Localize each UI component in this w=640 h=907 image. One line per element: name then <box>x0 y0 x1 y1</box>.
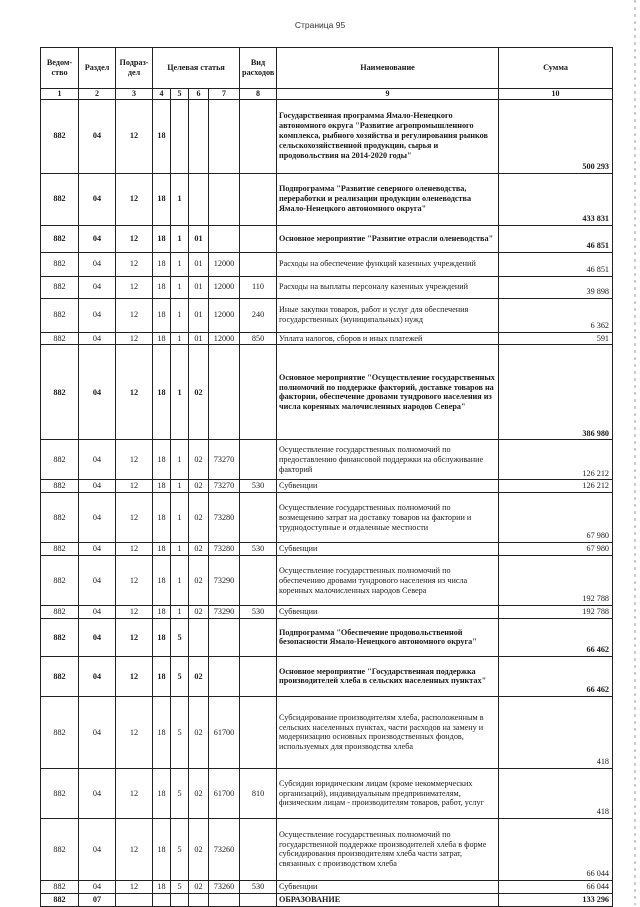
razdel-cell: 04 <box>79 173 116 225</box>
expense-type-cell: 110 <box>240 276 277 298</box>
header-name: Наименование <box>277 48 499 89</box>
expense-type-cell <box>240 818 277 880</box>
direction-code-cell: 73270 <box>209 440 240 480</box>
subprogram-code-cell: 5 <box>171 618 189 656</box>
name-cell: Субсидирование производителям хлеба, расположенным в сельских населенных пунктах, части расходов на замену и модернизацию основных производственных фондов, используемых для производства хлеба <box>277 696 499 768</box>
name-cell: Основное мероприятие "Осуществление государственных полномочий по поддержке факторий, доставке товаров на фактории, обеспечение дровами тундрового населения из числа коренных малочисленных народов Севера" <box>277 345 499 440</box>
event-code-cell <box>189 173 209 225</box>
razdel-cell: 04 <box>79 818 116 880</box>
ved-cell: 882 <box>41 298 79 332</box>
table-row <box>41 880 613 893</box>
razdel-cell: 04 <box>79 440 116 480</box>
program-code-cell: 18 <box>153 276 171 298</box>
program-code-cell: 18 <box>153 618 171 656</box>
expense-type-cell <box>240 556 277 606</box>
table-row <box>41 225 613 252</box>
name-cell: Осуществление государственных полномочий по государственной поддержке производителей хлеба в форме субсидирования производителям хлеба части затрат, связанных с производством хлеба <box>277 818 499 880</box>
subprogram-code-cell: 5 <box>171 880 189 893</box>
name-cell: Расходы на обеспечение функций казенных учреждений <box>277 252 499 276</box>
name-cell: Осуществление государственных полномочий по предоставлению финансовой поддержки на обслуживание факторий <box>277 440 499 480</box>
razdel-cell: 04 <box>79 298 116 332</box>
podrazdel-cell: 12 <box>116 493 153 543</box>
table-row <box>41 345 613 440</box>
table-row <box>41 276 613 298</box>
subprogram-code-cell: 1 <box>171 173 189 225</box>
subprogram-code-cell: 1 <box>171 225 189 252</box>
sum-cell: 126 212 <box>499 440 613 480</box>
sum-cell: 66 462 <box>499 618 613 656</box>
direction-code-cell <box>209 225 240 252</box>
subprogram-code-cell: 1 <box>171 543 189 556</box>
subprogram-code-cell: 1 <box>171 298 189 332</box>
table-row <box>41 480 613 493</box>
direction-code-cell: 12000 <box>209 298 240 332</box>
direction-code-cell <box>209 618 240 656</box>
ved-cell: 882 <box>41 543 79 556</box>
subprogram-code-cell: 1 <box>171 345 189 440</box>
budget-table <box>40 47 613 907</box>
expense-type-cell: 530 <box>240 880 277 893</box>
ved-cell: 882 <box>41 480 79 493</box>
podrazdel-cell: 12 <box>116 696 153 768</box>
direction-code-cell: 73260 <box>209 880 240 893</box>
table-row <box>41 173 613 225</box>
ved-cell: 882 <box>41 556 79 606</box>
ved-cell: 882 <box>41 893 79 906</box>
program-code-cell: 18 <box>153 543 171 556</box>
name-cell: Субсидии юридическим лицам (кроме некоммерческих организаций), индивидуальным предпринимателям, физическим лицам - производителям товаров, работ, услуг <box>277 768 499 818</box>
podrazdel-cell: 12 <box>116 480 153 493</box>
podrazdel-cell: 12 <box>116 99 153 173</box>
direction-code-cell: 73270 <box>209 480 240 493</box>
name-cell: Субвенции <box>277 606 499 619</box>
podrazdel-cell: 12 <box>116 880 153 893</box>
program-code-cell: 18 <box>153 493 171 543</box>
header-podrazdel: Подраз-дел <box>116 48 153 89</box>
expense-type-cell <box>240 173 277 225</box>
table-row <box>41 440 613 480</box>
program-code-cell: 18 <box>153 880 171 893</box>
ved-cell: 882 <box>41 818 79 880</box>
expense-type-cell: 810 <box>240 768 277 818</box>
column-number: 1 <box>41 89 79 100</box>
event-code-cell: 02 <box>189 768 209 818</box>
name-cell: Субвенции <box>277 880 499 893</box>
ved-cell: 882 <box>41 696 79 768</box>
direction-code-cell: 12000 <box>209 252 240 276</box>
expense-type-cell <box>240 618 277 656</box>
razdel-cell: 04 <box>79 332 116 345</box>
podrazdel-cell: 12 <box>116 440 153 480</box>
subprogram-code-cell: 1 <box>171 480 189 493</box>
event-code-cell: 01 <box>189 332 209 345</box>
expense-type-cell <box>240 493 277 543</box>
program-code-cell: 18 <box>153 696 171 768</box>
razdel-cell: 04 <box>79 606 116 619</box>
event-code-cell: 01 <box>189 225 209 252</box>
razdel-cell: 04 <box>79 225 116 252</box>
header-sum: Сумма <box>499 48 613 89</box>
podrazdel-cell: 12 <box>116 252 153 276</box>
podrazdel-cell: 12 <box>116 173 153 225</box>
ved-cell: 882 <box>41 618 79 656</box>
ved-cell: 882 <box>41 768 79 818</box>
sum-cell: 418 <box>499 696 613 768</box>
expense-type-cell <box>240 656 277 696</box>
subprogram-code-cell: 1 <box>171 332 189 345</box>
direction-code-cell: 73280 <box>209 543 240 556</box>
table-row <box>41 656 613 696</box>
podrazdel-cell: 12 <box>116 298 153 332</box>
column-number: 10 <box>499 89 613 100</box>
sum-cell: 591 <box>499 332 613 345</box>
table-row <box>41 99 613 173</box>
ved-cell: 882 <box>41 440 79 480</box>
direction-code-cell: 73280 <box>209 493 240 543</box>
expense-type-cell <box>240 893 277 906</box>
razdel-cell: 04 <box>79 99 116 173</box>
ved-cell: 882 <box>41 99 79 173</box>
expense-type-cell <box>240 99 277 173</box>
expense-type-cell: 850 <box>240 332 277 345</box>
razdel-cell: 04 <box>79 656 116 696</box>
podrazdel-cell: 12 <box>116 345 153 440</box>
razdel-cell: 04 <box>79 252 116 276</box>
event-code-cell: 02 <box>189 696 209 768</box>
subprogram-code-cell: 5 <box>171 768 189 818</box>
subprogram-code-cell: 1 <box>171 606 189 619</box>
razdel-cell: 04 <box>79 480 116 493</box>
column-number: 9 <box>277 89 499 100</box>
name-cell: Расходы на выплаты персоналу казенных учреждений <box>277 276 499 298</box>
sum-cell: 39 898 <box>499 276 613 298</box>
program-code-cell: 18 <box>153 345 171 440</box>
event-code-cell: 02 <box>189 556 209 606</box>
table-row <box>41 543 613 556</box>
ved-cell: 882 <box>41 606 79 619</box>
program-code-cell: 18 <box>153 332 171 345</box>
name-cell: Субвенции <box>277 543 499 556</box>
sum-cell: 67 980 <box>499 543 613 556</box>
sum-cell: 66 462 <box>499 656 613 696</box>
program-code-cell: 18 <box>153 656 171 696</box>
event-code-cell: 02 <box>189 345 209 440</box>
ved-cell: 882 <box>41 252 79 276</box>
direction-code-cell <box>209 893 240 906</box>
subprogram-code-cell: 1 <box>171 493 189 543</box>
name-cell: Основное мероприятие "Государственная поддержка производителей хлеба в сельских населенных пунктах" <box>277 656 499 696</box>
podrazdel-cell: 12 <box>116 768 153 818</box>
sum-cell: 66 044 <box>499 880 613 893</box>
subprogram-code-cell: 5 <box>171 656 189 696</box>
razdel-cell: 07 <box>79 893 116 906</box>
name-cell: Субвенции <box>277 480 499 493</box>
name-cell: Подпрограмма "Развитие северного оленеводства, переработки и реализации продукции оленеводства Ямало-Ненецкого автономного округа" <box>277 173 499 225</box>
podrazdel-cell: 12 <box>116 656 153 696</box>
ved-cell: 882 <box>41 173 79 225</box>
table-row <box>41 818 613 880</box>
razdel-cell: 04 <box>79 880 116 893</box>
direction-code-cell: 12000 <box>209 332 240 345</box>
program-code-cell: 18 <box>153 99 171 173</box>
ved-cell: 882 <box>41 345 79 440</box>
table-row <box>41 606 613 619</box>
sum-cell: 67 980 <box>499 493 613 543</box>
direction-code-cell <box>209 656 240 696</box>
table-row <box>41 252 613 276</box>
name-cell: ОБРАЗОВАНИЕ <box>277 893 499 906</box>
sum-cell: 433 831 <box>499 173 613 225</box>
subprogram-code-cell: 1 <box>171 252 189 276</box>
header-vid: Вид расходов <box>240 48 277 89</box>
razdel-cell: 04 <box>79 696 116 768</box>
column-number: 2 <box>79 89 116 100</box>
header-razdel: Раздел <box>79 48 116 89</box>
direction-code-cell <box>209 345 240 440</box>
table-row <box>41 768 613 818</box>
ved-cell: 882 <box>41 880 79 893</box>
event-code-cell: 02 <box>189 606 209 619</box>
name-cell: Основное мероприятие "Развитие отрасли оленеводства" <box>277 225 499 252</box>
podrazdel-cell: 12 <box>116 606 153 619</box>
table-row <box>41 332 613 345</box>
program-code-cell: 18 <box>153 556 171 606</box>
subprogram-code-cell: 1 <box>171 556 189 606</box>
program-code-cell: 18 <box>153 768 171 818</box>
expense-type-cell: 240 <box>240 298 277 332</box>
program-code-cell: 18 <box>153 606 171 619</box>
page-label: Страница 95 <box>294 20 346 30</box>
event-code-cell: 02 <box>189 440 209 480</box>
event-code-cell <box>189 893 209 906</box>
ved-cell: 882 <box>41 656 79 696</box>
podrazdel-cell: 12 <box>116 556 153 606</box>
direction-code-cell <box>209 173 240 225</box>
program-code-cell: 18 <box>153 298 171 332</box>
direction-code-cell: 73290 <box>209 606 240 619</box>
direction-code-cell: 73260 <box>209 818 240 880</box>
expense-type-cell: 530 <box>240 480 277 493</box>
subprogram-code-cell: 1 <box>171 440 189 480</box>
column-number: 4 <box>153 89 171 100</box>
column-number: 8 <box>240 89 277 100</box>
sum-cell: 66 044 <box>499 818 613 880</box>
event-code-cell: 02 <box>189 880 209 893</box>
subprogram-code-cell: 5 <box>171 696 189 768</box>
subprogram-code-cell: 5 <box>171 818 189 880</box>
name-cell: Подпрограмма "Обеспечение продовольственной безопасности Ямало-Ненецкого автономного округа" <box>277 618 499 656</box>
podrazdel-cell: 12 <box>116 276 153 298</box>
table-row <box>41 556 613 606</box>
podrazdel-cell: 12 <box>116 618 153 656</box>
event-code-cell <box>189 99 209 173</box>
subprogram-code-cell <box>171 99 189 173</box>
sum-cell: 500 293 <box>499 99 613 173</box>
name-cell: Уплата налогов, сборов и иных платежей <box>277 332 499 345</box>
sum-cell: 126 212 <box>499 480 613 493</box>
ved-cell: 882 <box>41 332 79 345</box>
program-code-cell <box>153 893 171 906</box>
event-code-cell: 02 <box>189 656 209 696</box>
ved-cell: 882 <box>41 493 79 543</box>
expense-type-cell: 530 <box>240 543 277 556</box>
razdel-cell: 04 <box>79 276 116 298</box>
column-number-row <box>41 89 613 100</box>
expense-type-cell: 530 <box>240 606 277 619</box>
event-code-cell: 02 <box>189 818 209 880</box>
event-code-cell: 01 <box>189 276 209 298</box>
razdel-cell: 04 <box>79 556 116 606</box>
program-code-cell: 18 <box>153 440 171 480</box>
expense-type-cell <box>240 696 277 768</box>
razdel-cell: 04 <box>79 345 116 440</box>
sum-cell: 133 296 <box>499 893 613 906</box>
podrazdel-cell <box>116 893 153 906</box>
direction-code-cell: 73290 <box>209 556 240 606</box>
sum-cell: 386 980 <box>499 345 613 440</box>
program-code-cell: 18 <box>153 173 171 225</box>
name-cell: Иные закупки товаров, работ и услуг для обеспечения государственных (муниципальных) нужд <box>277 298 499 332</box>
direction-code-cell: 12000 <box>209 276 240 298</box>
sum-cell: 6 362 <box>499 298 613 332</box>
sum-cell: 192 788 <box>499 556 613 606</box>
podrazdel-cell: 12 <box>116 332 153 345</box>
column-number: 6 <box>189 89 209 100</box>
program-code-cell: 18 <box>153 818 171 880</box>
name-cell: Осуществление государственных полномочий по возмещению затрат на доставку товаров на фактории и труднодоступные и отдаленные местности <box>277 493 499 543</box>
ved-cell: 882 <box>41 276 79 298</box>
column-number: 3 <box>116 89 153 100</box>
header-cel: Целевая статья <box>153 48 240 89</box>
event-code-cell: 02 <box>189 493 209 543</box>
podrazdel-cell: 12 <box>116 818 153 880</box>
sum-cell: 418 <box>499 768 613 818</box>
ved-cell: 882 <box>41 225 79 252</box>
program-code-cell: 18 <box>153 225 171 252</box>
table-row <box>41 493 613 543</box>
table-row <box>41 298 613 332</box>
direction-code-cell: 61700 <box>209 696 240 768</box>
razdel-cell: 04 <box>79 543 116 556</box>
event-code-cell: 01 <box>189 298 209 332</box>
subprogram-code-cell <box>171 893 189 906</box>
razdel-cell: 04 <box>79 768 116 818</box>
event-code-cell: 02 <box>189 480 209 493</box>
column-number: 5 <box>171 89 189 100</box>
sum-cell: 46 851 <box>499 252 613 276</box>
program-code-cell: 18 <box>153 252 171 276</box>
subprogram-code-cell: 1 <box>171 276 189 298</box>
sum-cell: 192 788 <box>499 606 613 619</box>
name-cell: Государственная программа Ямало-Ненецкого автономного округа "Развитие агропромышленного комплекса, рыбного хозяйства и регулирования рынков сельскохозяйственной продукции, сырья и продовольствия на 2014-2020 годы" <box>277 99 499 173</box>
event-code-cell <box>189 618 209 656</box>
header-row <box>41 48 613 89</box>
expense-type-cell <box>240 440 277 480</box>
column-number: 7 <box>209 89 240 100</box>
expense-type-cell <box>240 252 277 276</box>
podrazdel-cell: 12 <box>116 225 153 252</box>
program-code-cell: 18 <box>153 480 171 493</box>
page-edge <box>634 0 636 905</box>
table-row <box>41 696 613 768</box>
table-row <box>41 893 613 906</box>
table-row <box>41 618 613 656</box>
podrazdel-cell: 12 <box>116 543 153 556</box>
razdel-cell: 04 <box>79 493 116 543</box>
direction-code-cell: 61700 <box>209 768 240 818</box>
name-cell: Осуществление государственных полномочий по обеспечению дровами тундрового населения из числа коренных малочисленных народов Севера <box>277 556 499 606</box>
event-code-cell: 01 <box>189 252 209 276</box>
expense-type-cell <box>240 225 277 252</box>
direction-code-cell <box>209 99 240 173</box>
event-code-cell: 02 <box>189 543 209 556</box>
expense-type-cell <box>240 345 277 440</box>
razdel-cell: 04 <box>79 618 116 656</box>
header-ved: Ведом-ство <box>41 48 79 89</box>
sum-cell: 46 851 <box>499 225 613 252</box>
